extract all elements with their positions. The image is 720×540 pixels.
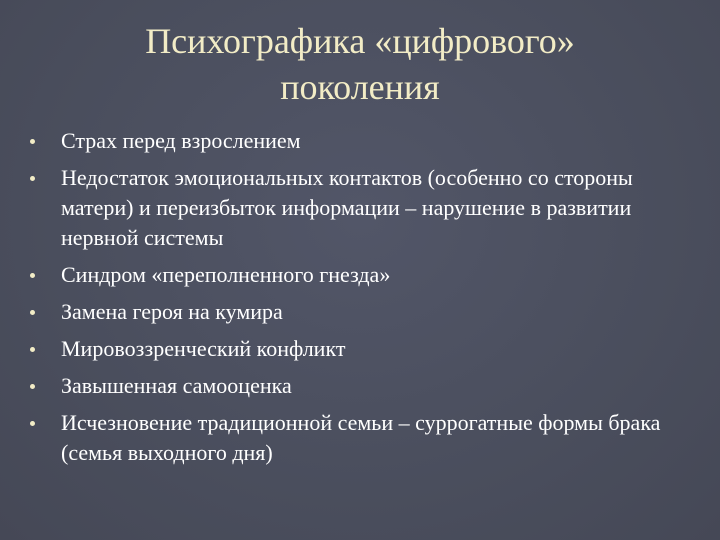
bullet-text: Синдром «переполненного гнезда» <box>61 262 391 287</box>
bullet-text: Недостаток эмоциональных контактов (особенно со стороны матери) и переизбыток информации – нарушение в развитии нервной системы <box>61 165 633 250</box>
bullet-list <box>28 126 678 475</box>
slide-title-line-1: Психографика «цифрового» <box>145 21 575 61</box>
bullet-text: Замена героя на кумира <box>61 299 283 324</box>
bullet-item-7 <box>28 408 678 468</box>
bullet-text: Мировоззренческий конфликт <box>61 336 346 361</box>
bullet-dot-icon <box>30 273 35 278</box>
bullet-text: Страх перед взрослением <box>61 128 301 153</box>
bullet-dot-icon <box>30 176 35 181</box>
slide-title-line-2: поколения <box>280 67 440 107</box>
bullet-item-1 <box>28 126 678 156</box>
bullet-dot-icon <box>30 384 35 389</box>
bullet-text: Исчезновение традиционной семьи – суррогатные формы брака (семья выходного дня) <box>61 410 661 465</box>
bullet-item-4 <box>28 297 678 327</box>
bullet-dot-icon <box>30 139 35 144</box>
bullet-dot-icon <box>30 347 35 352</box>
bullet-item-5 <box>28 334 678 364</box>
slide-title <box>60 18 660 110</box>
bullet-dot-icon <box>30 421 35 426</box>
bullet-item-2 <box>28 163 678 253</box>
bullet-dot-icon <box>30 310 35 315</box>
bullet-item-6 <box>28 371 678 401</box>
bullet-text: Завышенная самооценка <box>61 373 292 398</box>
bullet-item-3 <box>28 260 678 290</box>
